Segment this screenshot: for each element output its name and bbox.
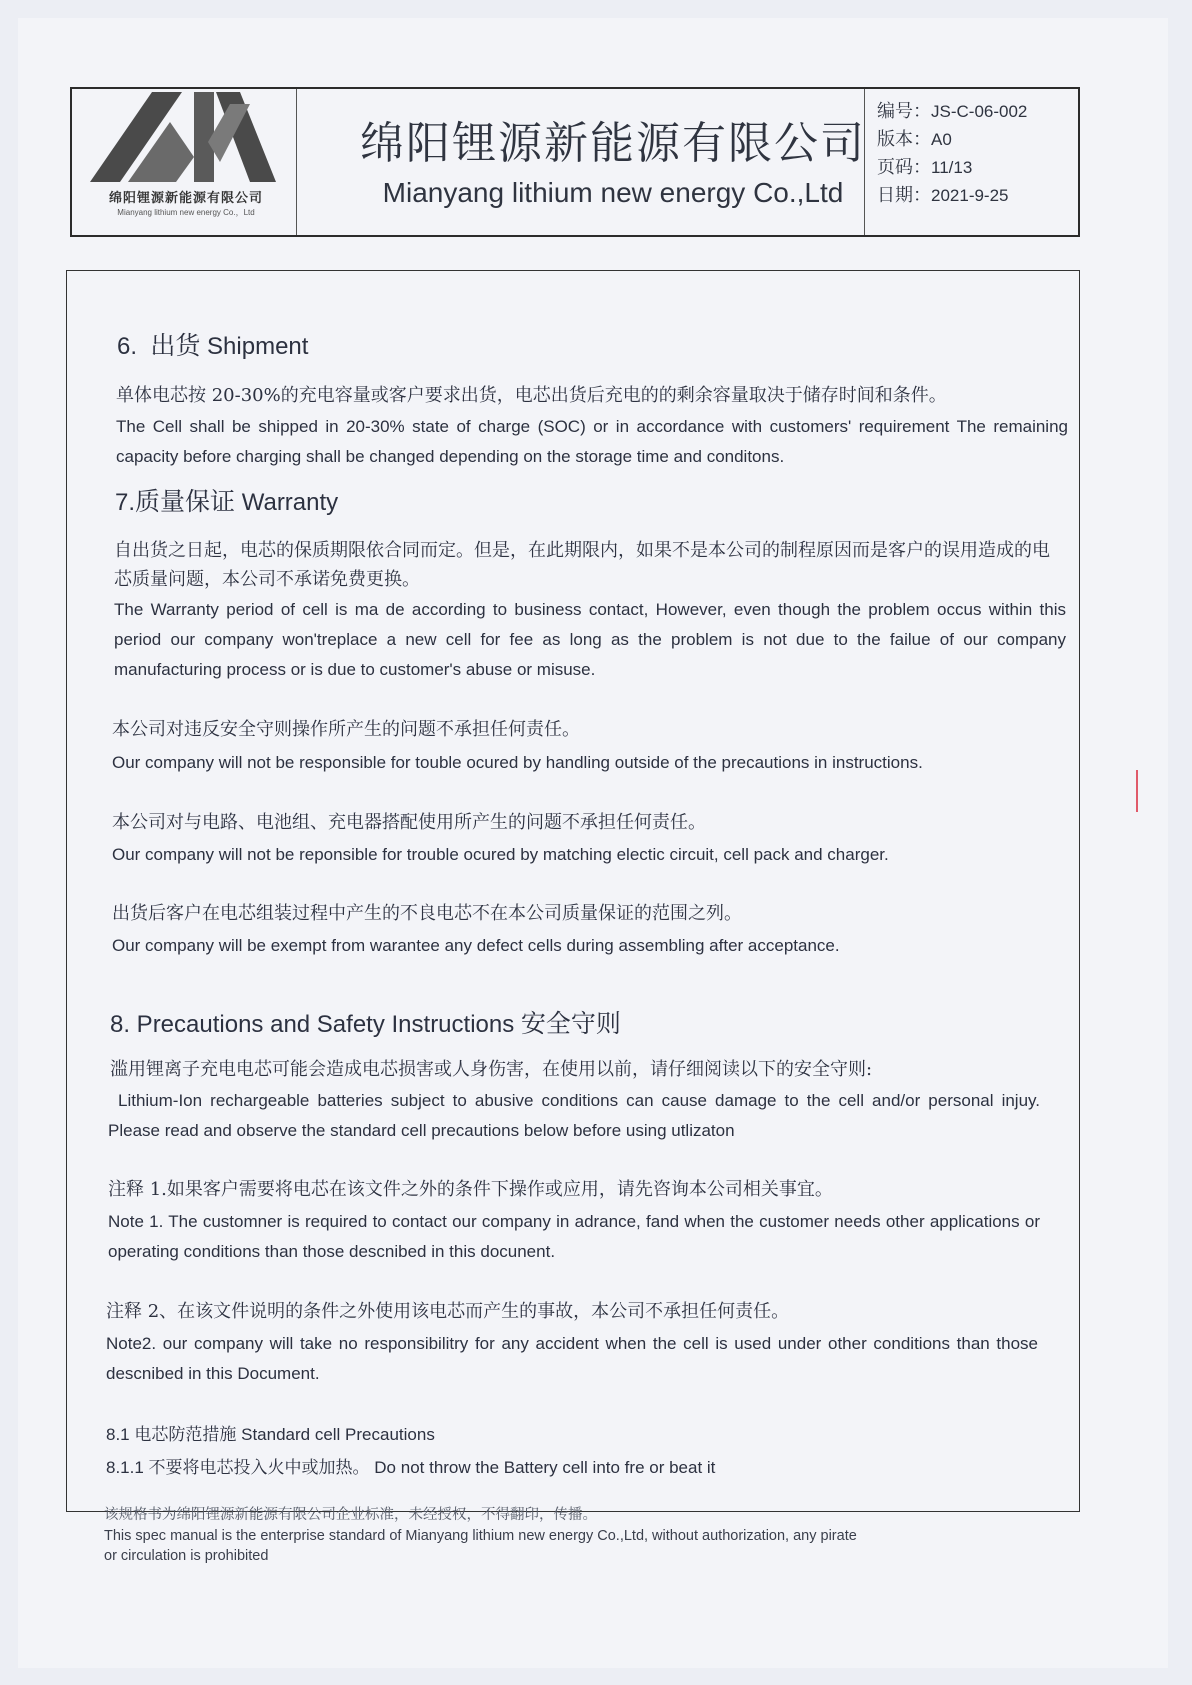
section-7-p3-en: Our company will not be reponsible for trouble ocured by matching electic circuit, cell pack and charger. — [112, 845, 889, 864]
margin-mark — [1136, 770, 1138, 812]
note-2-en: Note2. our company will take no responsibilitry for any accident when the cell is used under other conditions than those descnibed in this Document. — [106, 1334, 1038, 1383]
section-8-cn: 滥用锂离子充电电芯可能会造成电芯损害或人身伤害，在使用以前，请仔细阅读以下的安全守则: — [110, 1059, 873, 1080]
section-8-en: Lithium-Ion rechargeable batteries subject to abusive conditions can cause damage to the cell and/or personal injuy. Please read and observe the standard cell precautions below before using utlizaton — [108, 1091, 1040, 1140]
note-1-cn: 注释 1.如果客户需要将电芯在该文件之外的条件下操作或应用，请先咨询本公司相关事宜。 — [108, 1179, 833, 1200]
meta-version: 版本：A0 — [877, 129, 952, 150]
section-7-p3-cn: 本公司对与电路、电池组、充电器搭配使用所产生的问题不承担任何责任。 — [112, 812, 706, 833]
logo-text-en: Mianyang lithium new energy Co.，Ltd — [117, 208, 255, 217]
section-6-cn: 单体电芯按 20-30%的充电容量或客户要求出货，电芯出货后充电的的剩余容量取决于储存时间和条件。 — [116, 385, 947, 406]
section-7-p2-cn: 本公司对违反安全守则操作所产生的问题不承担任何责任。 — [112, 719, 580, 740]
section-8-1-1-item: 8.1.1 不要将电芯投入火中或加热。 Do not throw the Battery cell into fre or beat it — [106, 1458, 716, 1478]
section-7-p2-en: Our company will not be responsible for touble ocured by handling outside of the precautions in instructions. — [112, 753, 923, 772]
company-name-en: Mianyang lithium new energy Co.,Ltd — [382, 177, 844, 208]
section-6-title: 6. 出货 Shipment — [117, 331, 309, 360]
meta-page: 页码：11/13 — [877, 157, 973, 178]
section-7-p4-cn: 出货后客户在电芯组装过程中产生的不良电芯不在本公司质量保证的范围之列。 — [112, 903, 742, 924]
section-7-cn: 自出货之日起，电芯的保质期限依合同而定。但是，在此期限内，如果不是本公司的制程原因而是客户的误用造成的电芯质量问题，本公司不承诺免费更换。 — [114, 540, 1050, 590]
section-8-1-title: 8.1 电芯防范措施 Standard cell Precautions — [106, 1425, 435, 1445]
footer-cn: 该规格书为绵阳锂源新能源有限公司企业标准，未经授权，不得翻印，传播。 — [104, 1507, 597, 1523]
section-6-en: The Cell shall be shipped in 20-30% state of charge (SOC) or in accordance with customers' requirement The remaining capacity before charging shall be changed depending on the storage time and conditons. — [116, 417, 1068, 466]
section-7-en: The Warranty period of cell is ma de according to business contact, However, even though the problem occus within this period our company won'treplace a new cell for fee as long as the problem is not due to the failue of our company manufacturing process or is due to customer's abuse or misuse. — [114, 600, 1066, 679]
section-7-title: 7.质量保证 Warranty — [115, 487, 339, 516]
logo-cell — [72, 89, 297, 235]
note-1-en: Note 1. The customner is required to contact our company in adrance, fand when the customer needs other applications or operating conditions than those descnibed in this docunent. — [108, 1212, 1040, 1261]
logo-text-cn: 绵阳锂源新能源有限公司 — [108, 191, 263, 206]
footer-en-line1: This spec manual is the enterprise standard of Mianyang lithium new energy Co.,Ltd, without authorization, any pirate — [104, 1528, 857, 1544]
section-8-title: 8. Precautions and Safety Instructions 安全守则 — [110, 1009, 621, 1038]
company-logo — [90, 92, 280, 184]
section-7-p4-en: Our company will be exempt from warantee any defect cells during assembling after acceptance. — [112, 936, 840, 955]
meta-doc-number: 编号：JS-C-06-002 — [877, 101, 1028, 122]
meta-date: 日期：2021-9-25 — [877, 185, 1009, 206]
document-meta — [864, 89, 1079, 235]
document-header — [70, 87, 1080, 237]
company-name-cn: 绵阳锂源新能源有限公司 — [360, 118, 866, 169]
note-2-cn: 注释 2、在该文件说明的条件之外使用该电芯而产生的事故，本公司不承担任何责任。 — [106, 1301, 790, 1322]
footer-en-line2: or circulation is prohibited — [104, 1548, 269, 1564]
